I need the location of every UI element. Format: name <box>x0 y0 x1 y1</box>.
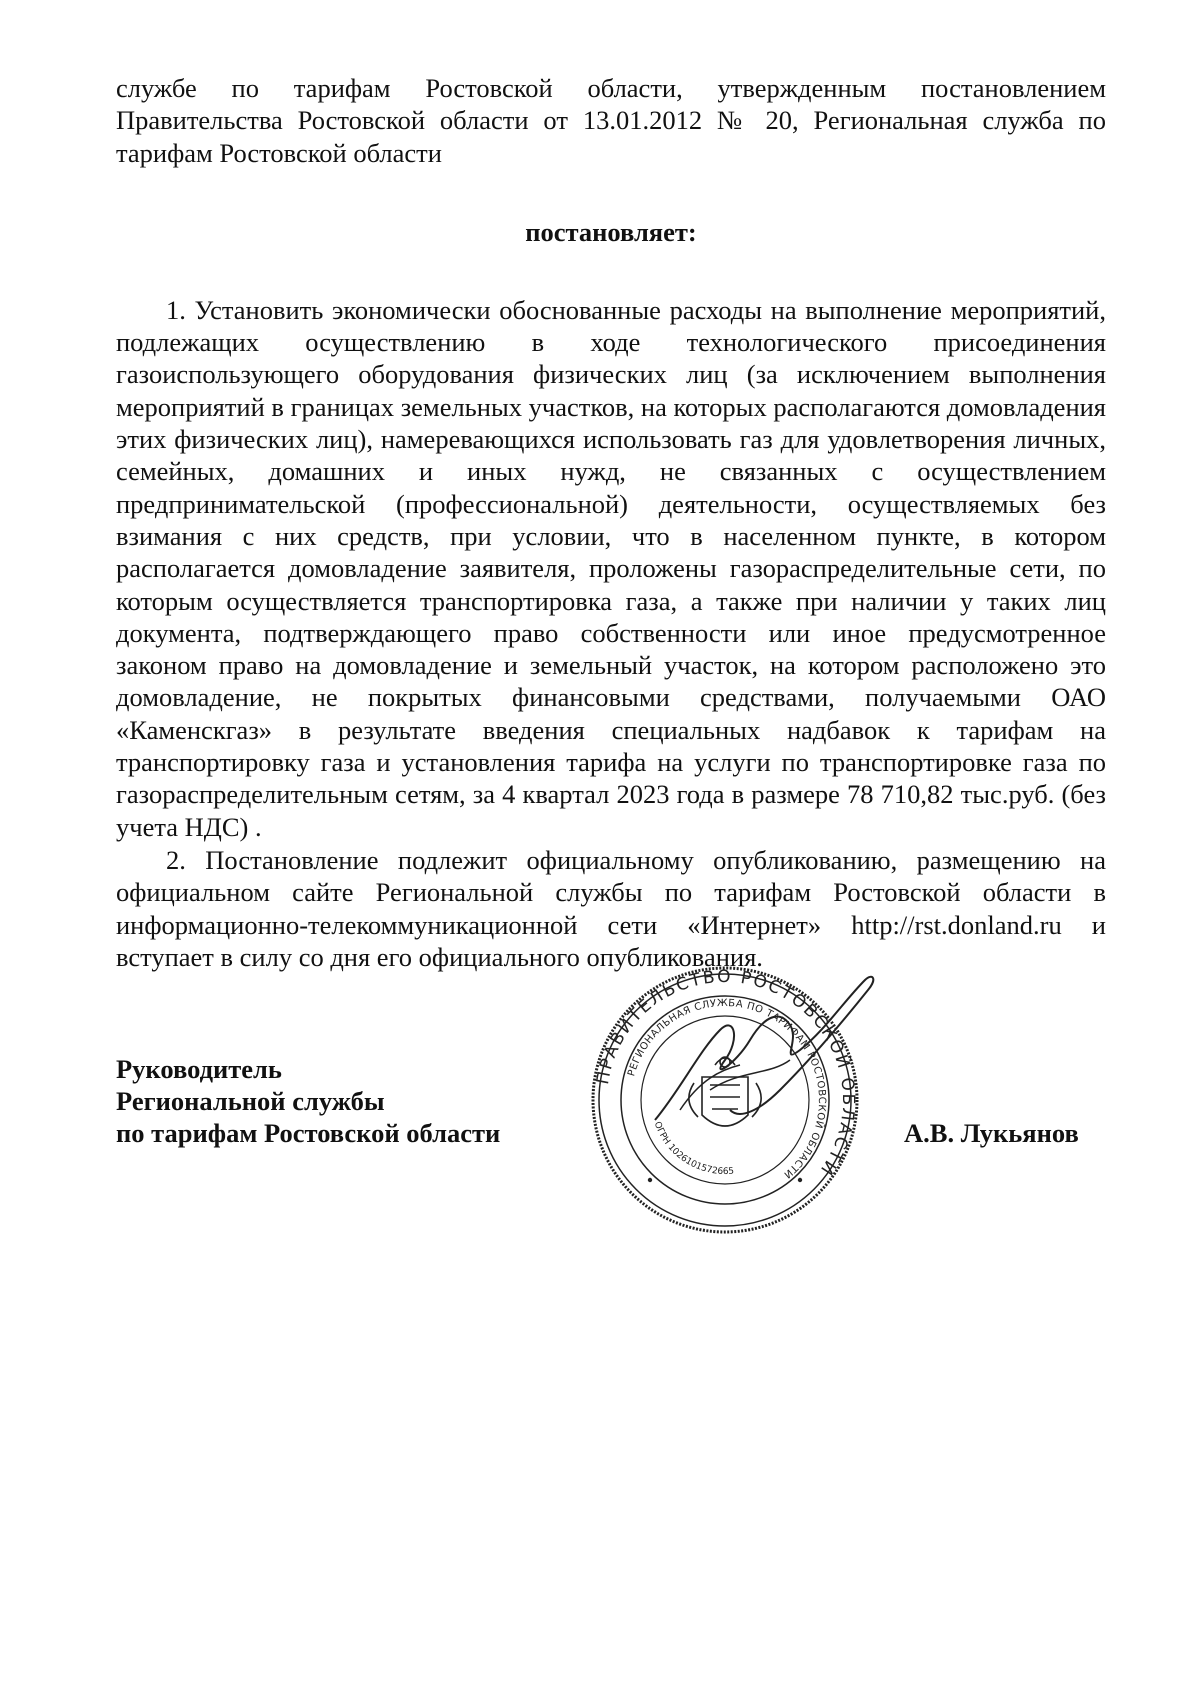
stamp-outer-text: ПРАВИТЕЛЬСТВО РОСТОВСКОЙ ОБЛАСТИ <box>592 966 859 1180</box>
document-body <box>116 72 1106 973</box>
position-line-3: по тарифам Ростовской области <box>116 1118 501 1148</box>
item-1-paragraph: 1. Установить экономически обоснованные расходы на выполнение мероприятий, подлежащих осуществлению в ходе технологического присоединения газоиспользующего оборудования физических лиц (за исключением выполнения мероприятий в границах земельных участков, на которых располагаются домовладения этих физических лиц), намеревающихся использовать газ для удовлетворения личных, семейных, домашних и иных нужд, не связанных с осуществлением предпринимательской (профессиональной) деятельности, осуществляемых без взимания с них средств, при условии, что в населенном пункте, в котором располагается домовладение заявителя, проложены газораспределительные сети, по которым осуществляется транспортировка газа, а также при наличии у таких лиц документа, подтверждающего право собственности или иное предусмотренное законом право на домовладение и земельный участок, на котором расположено это домовладение, не покрытых финансовыми средствами, получаемыми ОАО «Каменскгаз» в результате введения специальных надбавок к тарифам на транспортировку газа и установления тарифа на услуги по транспортировке газа по газораспределительным сетям, за 4 квартал 2023 года в размере 78 710,82 тыс.руб. (без учета НДС) . <box>116 294 1106 842</box>
intro-paragraph: службе по тарифам Ростовской области, утвержденным постановлением Правительства Ростовской области от 13.01.2012 № 20, Региональная служба по тарифам Ростовской области <box>116 73 1106 168</box>
position-line-2: Региональной службы <box>116 1086 385 1116</box>
decree-heading: постановляет: <box>525 216 697 247</box>
handwritten-signature <box>640 970 880 1150</box>
item-2-paragraph: 2. Постановление подлежит официальному опубликованию, размещению на официальном сайте Региональной службы по тарифам Ростовской области в информационно-телекоммуникационной сети «Интернет» http://rst.donland.ru и вступает в силу со дня его официального опубликования. <box>116 844 1106 972</box>
signer-name: А.В. Лукьянов <box>904 1118 1079 1148</box>
signatory-position <box>116 1053 500 1149</box>
position-line-1: Руководитель <box>116 1054 282 1084</box>
stamp-inner-text: РЕГИОНАЛЬНАЯ СЛУЖБА ПО ТАРИФАМ РОСТОВСКОЙ ОБЛАСТИ <box>626 997 828 1181</box>
stamp-ogrn-text: ОГРН 1026101572665 <box>651 1120 735 1178</box>
